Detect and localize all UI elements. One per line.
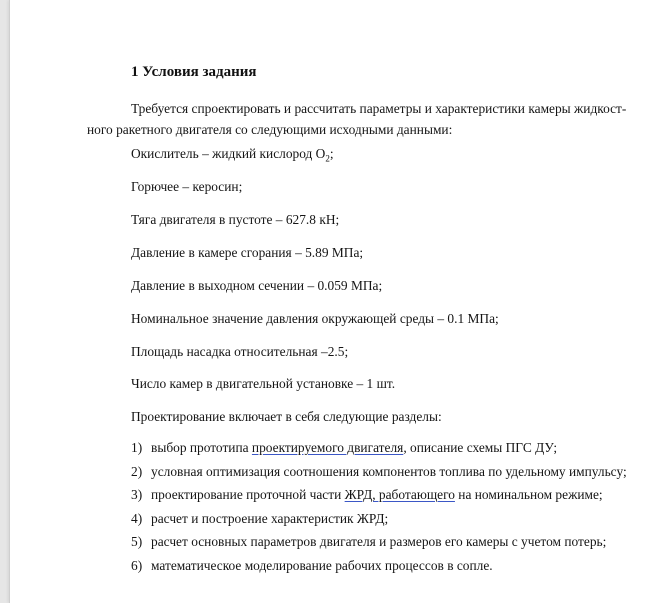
- spellcheck-mark[interactable]: проектируемого двигателя: [251, 440, 404, 455]
- param-chamber-pressure: Давление в камере сгорания – 5.89 МПа;: [131, 245, 364, 260]
- sections-list: [131, 439, 627, 580]
- list-item-text: расчет и построение характеристик ЖРД;: [151, 510, 389, 526]
- list-item-text: [151, 486, 603, 510]
- list-item: [131, 533, 627, 557]
- list-number: 5): [131, 534, 143, 549]
- list-item: [131, 510, 627, 534]
- list-number: 3): [131, 487, 143, 502]
- section-heading: 1 Условия задания: [131, 64, 257, 80]
- param-nozzle-area: Площадь насадка относительная –2.5;: [131, 344, 349, 359]
- list-item-text-part: на номинальном режиме;: [454, 487, 603, 502]
- list-number: 6): [131, 557, 143, 573]
- param-exit-pressure: Давление в выходном сечении – 0.059 МПа;: [131, 278, 383, 293]
- list-item-text: условная оптимизация соотношения компонентов топлива по удельному импульсу;: [151, 463, 627, 479]
- list-item-text: расчет основных параметров двигателя и размеров его камеры с учетом потерь;: [151, 534, 607, 549]
- intro-line-1: Требуется спроектировать и рассчитать параметры и характеристики камеры жидкост-: [131, 101, 627, 116]
- list-item: [131, 486, 627, 510]
- list-number: 2): [131, 463, 143, 479]
- list-item-text-part: , описание схемы ПГС ДУ;: [403, 440, 558, 455]
- spellcheck-mark[interactable]: ЖРД, работающего: [344, 487, 455, 502]
- intro-line-2: ного ракетного двигателя со следующими исходными данными:: [87, 122, 453, 137]
- param-chamber-count: Число камер в двигательной установке – 1 шт.: [131, 376, 396, 391]
- list-item: [131, 439, 627, 463]
- param-oxidizer: [131, 145, 334, 168]
- list-item-text: математическое моделирование рабочих процессов в сопле.: [151, 557, 493, 573]
- sections-intro: Проектирование включает в себя следующие разделы:: [131, 409, 442, 424]
- list-number: 1): [131, 440, 143, 455]
- list-item: [131, 557, 627, 581]
- list-number: 4): [131, 510, 143, 526]
- param-oxidizer-subscript: 2: [325, 153, 330, 164]
- list-item: [131, 463, 627, 487]
- list-item-text: [151, 439, 557, 463]
- param-thrust: Тяга двигателя в пустоте – 627.8 кН;: [131, 212, 340, 227]
- list-item-text-part: выбор прототипа: [151, 440, 252, 455]
- param-fuel: Горючее – керосин;: [131, 179, 243, 194]
- document-page[interactable]: [9, 0, 649, 603]
- intro-paragraph: [87, 98, 627, 140]
- param-oxidizer-text: Окислитель – жидкий кислород O: [131, 146, 326, 161]
- param-ambient-pressure: Номинальное значение давления окружающей среды – 0.1 МПа;: [131, 311, 499, 326]
- param-oxidizer-suffix: ;: [329, 146, 334, 161]
- list-item-text-part: проектирование проточной части: [151, 487, 345, 502]
